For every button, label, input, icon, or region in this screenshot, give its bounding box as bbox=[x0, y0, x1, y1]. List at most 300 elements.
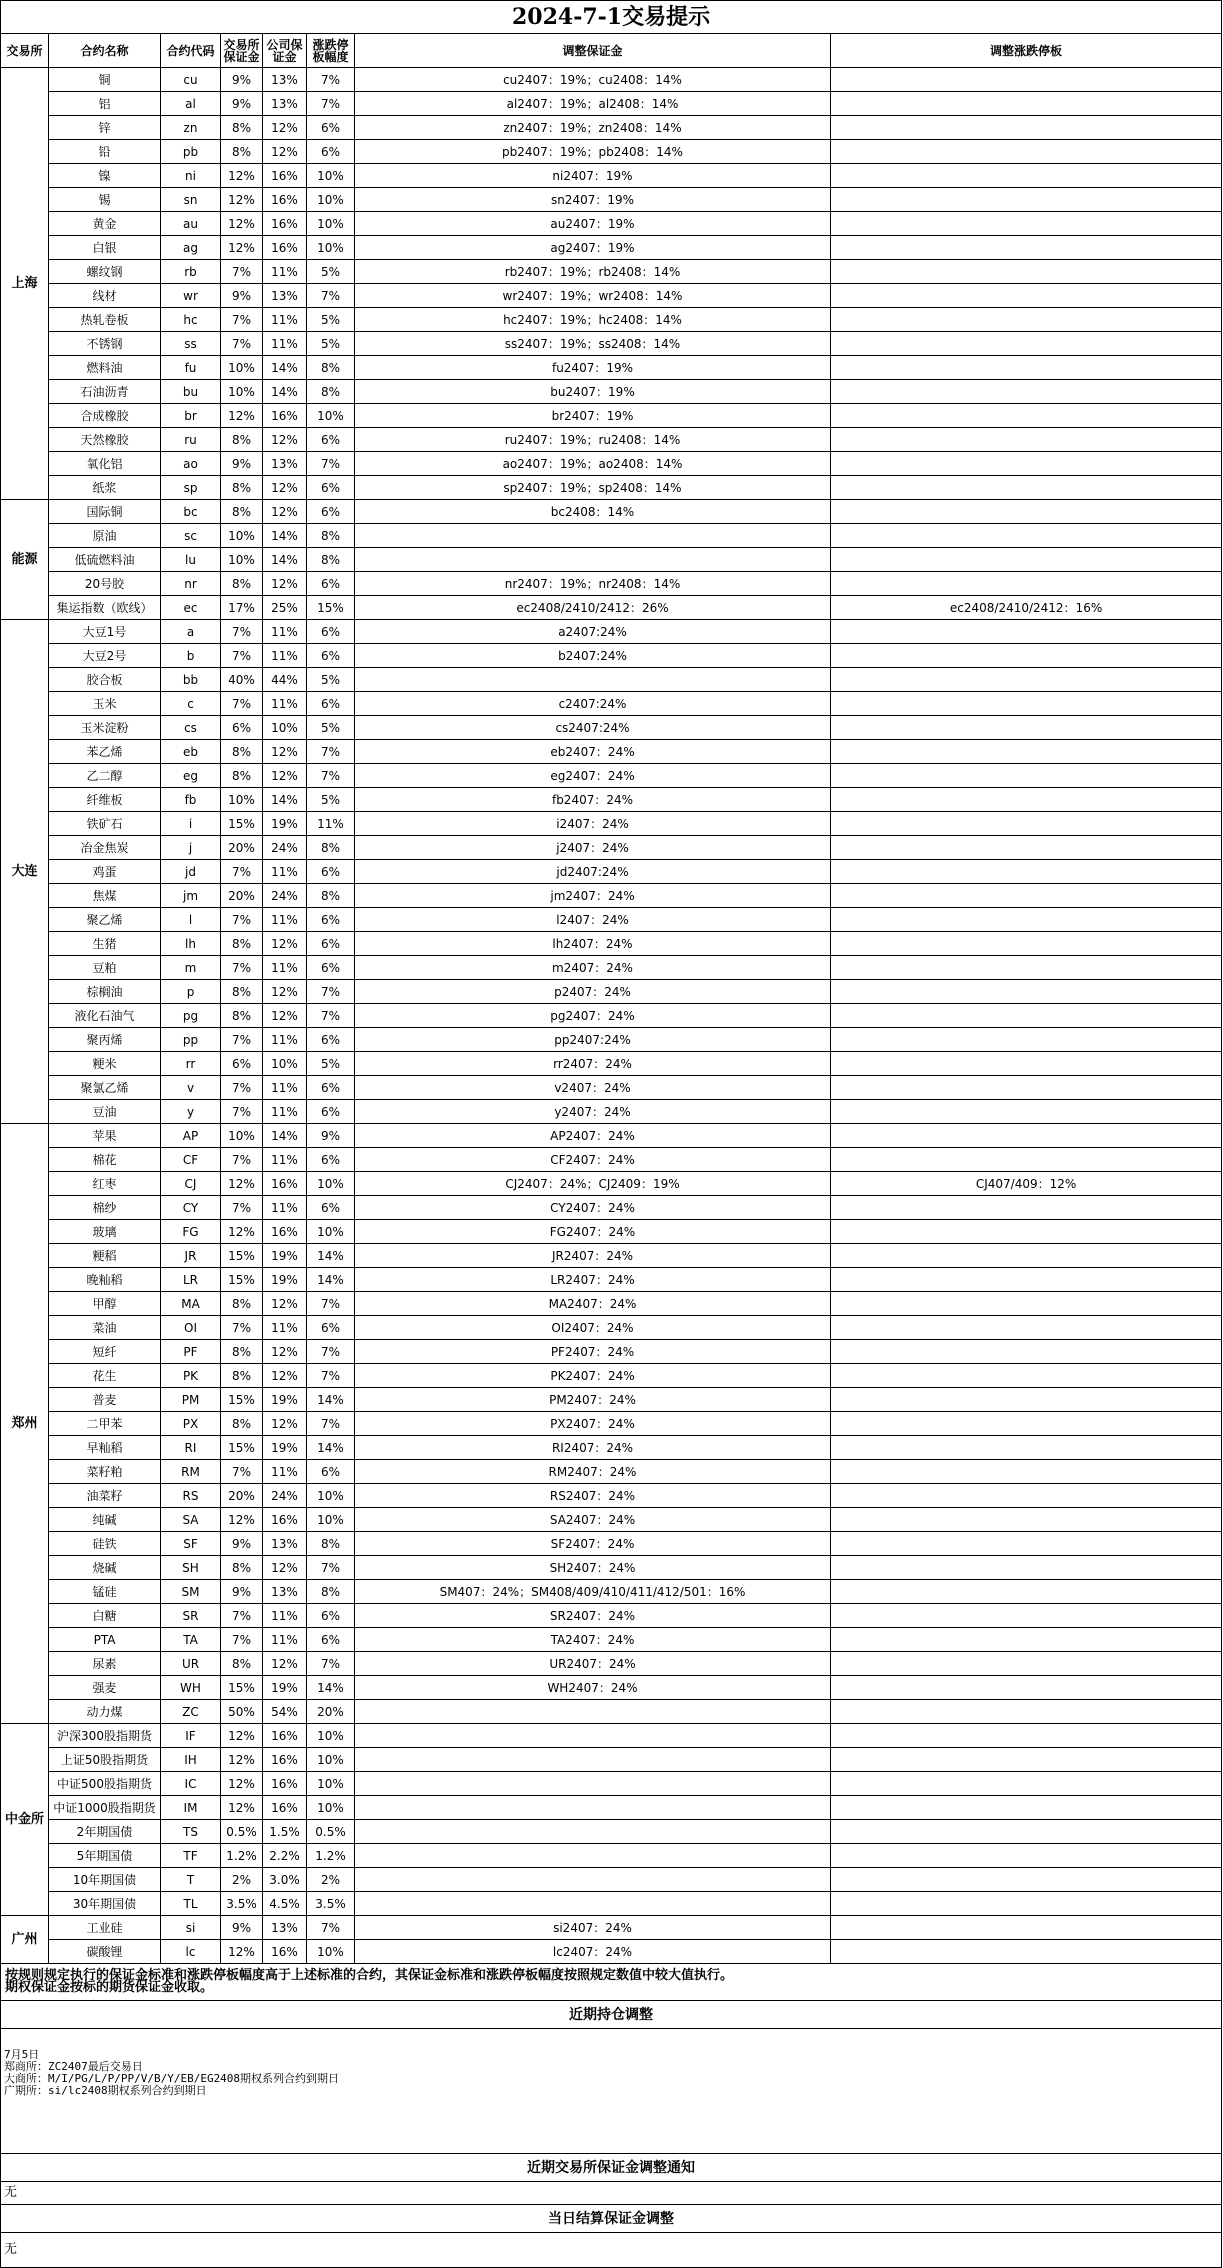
exchange-margin: 12% bbox=[221, 188, 263, 212]
table-row bbox=[1, 1580, 1222, 1604]
table-row bbox=[1, 1100, 1222, 1124]
contract-name: 天然橡胶 bbox=[49, 428, 161, 452]
adjusted-limit bbox=[831, 1604, 1222, 1628]
price-limit: 10% bbox=[307, 1940, 355, 1964]
contract-name: 粳稻 bbox=[49, 1244, 161, 1268]
adjusted-limit bbox=[831, 1148, 1222, 1172]
price-limit: 6% bbox=[307, 932, 355, 956]
position-adjust-line: 郑商所：ZC2407最后交易日 bbox=[4, 2060, 143, 2073]
contract-name: 玻璃 bbox=[49, 1220, 161, 1244]
exchange-margin: 0.5% bbox=[221, 1820, 263, 1844]
exchange-margin: 9% bbox=[221, 68, 263, 92]
contract-name: 胶合板 bbox=[49, 668, 161, 692]
company-margin: 11% bbox=[263, 860, 307, 884]
contract-code: JR bbox=[161, 1244, 221, 1268]
position-adjust-line: 大商所：M/I/PG/L/P/PP/V/B/Y/EB/EG2408期权系列合约到期日 bbox=[4, 2072, 340, 2085]
table-row bbox=[1, 1436, 1222, 1460]
contract-name: 棉花 bbox=[49, 1148, 161, 1172]
contract-name: 二甲苯 bbox=[49, 1412, 161, 1436]
adjusted-margin: OI2407：24% bbox=[355, 1316, 831, 1340]
adjusted-limit bbox=[831, 1556, 1222, 1580]
adjusted-margin: b2407:24% bbox=[355, 644, 831, 668]
adjusted-margin: RI2407：24% bbox=[355, 1436, 831, 1460]
adjusted-limit bbox=[831, 284, 1222, 308]
adjusted-limit bbox=[831, 1028, 1222, 1052]
price-limit: 8% bbox=[307, 548, 355, 572]
company-margin: 12% bbox=[263, 932, 307, 956]
contract-name: 动力煤 bbox=[49, 1700, 161, 1724]
company-margin: 11% bbox=[263, 332, 307, 356]
adjusted-margin: p2407：24% bbox=[355, 980, 831, 1004]
exchange-margin: 7% bbox=[221, 1316, 263, 1340]
table-row bbox=[1, 692, 1222, 716]
contract-code: sp bbox=[161, 476, 221, 500]
exchange-margin: 8% bbox=[221, 428, 263, 452]
contract-code: zn bbox=[161, 116, 221, 140]
adjusted-margin: PX2407：24% bbox=[355, 1412, 831, 1436]
exchange-margin: 12% bbox=[221, 1940, 263, 1964]
exchange-margin: 7% bbox=[221, 308, 263, 332]
contract-name: 豆粕 bbox=[49, 956, 161, 980]
adjusted-margin: a2407:24% bbox=[355, 620, 831, 644]
contract-code: ZC bbox=[161, 1700, 221, 1724]
contract-name: 2年期国债 bbox=[49, 1820, 161, 1844]
contract-code: RI bbox=[161, 1436, 221, 1460]
contract-code: cs bbox=[161, 716, 221, 740]
contract-name: 白糖 bbox=[49, 1604, 161, 1628]
table-row bbox=[1, 1004, 1222, 1028]
contract-name: 红枣 bbox=[49, 1172, 161, 1196]
adjusted-margin bbox=[355, 548, 831, 572]
price-limit: 10% bbox=[307, 1484, 355, 1508]
price-limit: 6% bbox=[307, 644, 355, 668]
contract-name: 焦煤 bbox=[49, 884, 161, 908]
contract-code: PF bbox=[161, 1340, 221, 1364]
company-margin: 11% bbox=[263, 956, 307, 980]
contract-name: 大豆2号 bbox=[49, 644, 161, 668]
company-margin: 16% bbox=[263, 1748, 307, 1772]
adjusted-limit: CJ407/409：12% bbox=[831, 1172, 1222, 1196]
price-limit: 8% bbox=[307, 884, 355, 908]
contract-name: 纤维板 bbox=[49, 788, 161, 812]
table-row bbox=[1, 380, 1222, 404]
contract-code: CJ bbox=[161, 1172, 221, 1196]
adjusted-margin: CY2407：24% bbox=[355, 1196, 831, 1220]
price-limit: 3.5% bbox=[307, 1892, 355, 1916]
exchange-margin: 7% bbox=[221, 644, 263, 668]
exchange-notice-content: 无 bbox=[1, 2182, 1222, 2205]
adjusted-limit: ec2408/2410/2412：16% bbox=[831, 596, 1222, 620]
contract-name: 苯乙烯 bbox=[49, 740, 161, 764]
adjusted-limit bbox=[831, 1580, 1222, 1604]
contract-code: eb bbox=[161, 740, 221, 764]
company-margin: 13% bbox=[263, 452, 307, 476]
contract-name: 鸡蛋 bbox=[49, 860, 161, 884]
contract-name: 油菜籽 bbox=[49, 1484, 161, 1508]
adjusted-limit bbox=[831, 764, 1222, 788]
company-margin: 16% bbox=[263, 1220, 307, 1244]
price-limit: 10% bbox=[307, 236, 355, 260]
company-margin: 16% bbox=[263, 1724, 307, 1748]
contract-code: l bbox=[161, 908, 221, 932]
price-limit: 7% bbox=[307, 1004, 355, 1028]
contract-name: 白银 bbox=[49, 236, 161, 260]
price-limit: 8% bbox=[307, 380, 355, 404]
company-margin: 11% bbox=[263, 692, 307, 716]
exchange-margin: 10% bbox=[221, 524, 263, 548]
table-header-row bbox=[1, 34, 1222, 68]
price-limit: 7% bbox=[307, 1652, 355, 1676]
exchange-margin: 7% bbox=[221, 860, 263, 884]
exchange-margin: 12% bbox=[221, 1508, 263, 1532]
contract-code: jm bbox=[161, 884, 221, 908]
settlement-adjust-content: 无 bbox=[1, 2233, 1222, 2268]
adjusted-limit bbox=[831, 1004, 1222, 1028]
adjusted-margin bbox=[355, 668, 831, 692]
table-row bbox=[1, 1820, 1222, 1844]
table-row bbox=[1, 404, 1222, 428]
contract-name: 生猪 bbox=[49, 932, 161, 956]
contract-code: TF bbox=[161, 1844, 221, 1868]
adjusted-margin: l2407：24% bbox=[355, 908, 831, 932]
company-margin: 19% bbox=[263, 1436, 307, 1460]
price-limit: 7% bbox=[307, 1364, 355, 1388]
company-margin: 11% bbox=[263, 1076, 307, 1100]
table-row bbox=[1, 980, 1222, 1004]
adjusted-margin: j2407：24% bbox=[355, 836, 831, 860]
contract-code: al bbox=[161, 92, 221, 116]
table-row bbox=[1, 812, 1222, 836]
contract-name: 硅铁 bbox=[49, 1532, 161, 1556]
contract-name: 铁矿石 bbox=[49, 812, 161, 836]
contract-code: fu bbox=[161, 356, 221, 380]
contract-code: MA bbox=[161, 1292, 221, 1316]
company-margin: 24% bbox=[263, 1484, 307, 1508]
adjusted-limit bbox=[831, 1220, 1222, 1244]
contract-code: SA bbox=[161, 1508, 221, 1532]
table-row bbox=[1, 836, 1222, 860]
company-margin: 12% bbox=[263, 980, 307, 1004]
adjusted-limit bbox=[831, 260, 1222, 284]
company-margin: 14% bbox=[263, 380, 307, 404]
adjusted-margin: SH2407：24% bbox=[355, 1556, 831, 1580]
contract-name: 花生 bbox=[49, 1364, 161, 1388]
company-margin: 1.5% bbox=[263, 1820, 307, 1844]
header-adjusted-limit: 调整涨跌停板 bbox=[831, 34, 1222, 68]
adjusted-margin: UR2407：24% bbox=[355, 1652, 831, 1676]
header-exchange: 交易所 bbox=[1, 34, 49, 68]
adjusted-limit bbox=[831, 1724, 1222, 1748]
price-limit: 5% bbox=[307, 788, 355, 812]
price-limit: 8% bbox=[307, 524, 355, 548]
exchange-margin: 7% bbox=[221, 692, 263, 716]
contract-code: UR bbox=[161, 1652, 221, 1676]
contract-name: 合成橡胶 bbox=[49, 404, 161, 428]
adjusted-margin: rb2407：19%；rb2408：14% bbox=[355, 260, 831, 284]
adjusted-limit bbox=[831, 92, 1222, 116]
adjusted-limit bbox=[831, 452, 1222, 476]
contract-name: 石油沥青 bbox=[49, 380, 161, 404]
company-margin: 11% bbox=[263, 260, 307, 284]
exchange-margin: 9% bbox=[221, 1916, 263, 1940]
table-row bbox=[1, 356, 1222, 380]
exchange-margin: 9% bbox=[221, 452, 263, 476]
table-row bbox=[1, 500, 1222, 524]
company-margin: 13% bbox=[263, 1580, 307, 1604]
price-limit: 6% bbox=[307, 572, 355, 596]
price-limit: 0.5% bbox=[307, 1820, 355, 1844]
exchange-margin: 10% bbox=[221, 548, 263, 572]
company-margin: 11% bbox=[263, 1148, 307, 1172]
table-row bbox=[1, 764, 1222, 788]
table-row bbox=[1, 1532, 1222, 1556]
adjusted-margin: PK2407：24% bbox=[355, 1364, 831, 1388]
adjusted-margin: pp2407:24% bbox=[355, 1028, 831, 1052]
exchange-margin: 2% bbox=[221, 1868, 263, 1892]
exchange-margin: 7% bbox=[221, 1076, 263, 1100]
adjusted-limit bbox=[831, 812, 1222, 836]
adjusted-margin: eb2407：24% bbox=[355, 740, 831, 764]
company-margin: 3.0% bbox=[263, 1868, 307, 1892]
adjusted-limit bbox=[831, 140, 1222, 164]
adjusted-margin: nr2407：19%；nr2408：14% bbox=[355, 572, 831, 596]
company-margin: 13% bbox=[263, 1916, 307, 1940]
contract-code: pb bbox=[161, 140, 221, 164]
exchange-margin: 20% bbox=[221, 1484, 263, 1508]
contract-code: IF bbox=[161, 1724, 221, 1748]
table-row bbox=[1, 1412, 1222, 1436]
price-limit: 20% bbox=[307, 1700, 355, 1724]
exchange-margin: 8% bbox=[221, 932, 263, 956]
price-limit: 6% bbox=[307, 908, 355, 932]
contract-name: 锌 bbox=[49, 116, 161, 140]
contract-code: hc bbox=[161, 308, 221, 332]
table-row bbox=[1, 1556, 1222, 1580]
table-row bbox=[1, 68, 1222, 92]
exchange-margin: 7% bbox=[221, 332, 263, 356]
exchange-margin: 7% bbox=[221, 1460, 263, 1484]
adjusted-margin bbox=[355, 1796, 831, 1820]
contract-code: IH bbox=[161, 1748, 221, 1772]
table-row bbox=[1, 1052, 1222, 1076]
price-limit: 10% bbox=[307, 1796, 355, 1820]
contract-name: 乙二醇 bbox=[49, 764, 161, 788]
adjusted-margin: PM2407：24% bbox=[355, 1388, 831, 1412]
adjusted-margin: TA2407：24% bbox=[355, 1628, 831, 1652]
price-limit: 6% bbox=[307, 1028, 355, 1052]
table-row bbox=[1, 1916, 1222, 1940]
adjusted-margin: CJ2407：24%；CJ2409：19% bbox=[355, 1172, 831, 1196]
price-limit: 7% bbox=[307, 980, 355, 1004]
company-margin: 54% bbox=[263, 1700, 307, 1724]
price-limit: 7% bbox=[307, 1556, 355, 1580]
adjusted-limit bbox=[831, 1244, 1222, 1268]
adjusted-limit bbox=[831, 1700, 1222, 1724]
adjusted-limit bbox=[831, 692, 1222, 716]
company-margin: 11% bbox=[263, 1196, 307, 1220]
price-limit: 5% bbox=[307, 260, 355, 284]
exchange-margin: 8% bbox=[221, 1556, 263, 1580]
adjusted-limit bbox=[831, 404, 1222, 428]
price-limit: 6% bbox=[307, 692, 355, 716]
adjusted-margin: al2407：19%；al2408：14% bbox=[355, 92, 831, 116]
adjusted-margin bbox=[355, 524, 831, 548]
contract-name: 聚乙烯 bbox=[49, 908, 161, 932]
contract-name: 玉米 bbox=[49, 692, 161, 716]
price-limit: 6% bbox=[307, 1148, 355, 1172]
adjusted-limit bbox=[831, 1868, 1222, 1892]
company-margin: 19% bbox=[263, 1676, 307, 1700]
exchange-margin: 7% bbox=[221, 1100, 263, 1124]
price-limit: 10% bbox=[307, 164, 355, 188]
adjusted-margin: bu2407：19% bbox=[355, 380, 831, 404]
contract-code: p bbox=[161, 980, 221, 1004]
adjusted-limit bbox=[831, 668, 1222, 692]
contract-code: lu bbox=[161, 548, 221, 572]
adjusted-margin: i2407：24% bbox=[355, 812, 831, 836]
table-row bbox=[1, 1604, 1222, 1628]
exchange-margin: 8% bbox=[221, 116, 263, 140]
table-row bbox=[1, 1460, 1222, 1484]
adjusted-margin: wr2407：19%；wr2408：14% bbox=[355, 284, 831, 308]
adjusted-margin: SM407：24%；SM408/409/410/411/412/501：16% bbox=[355, 1580, 831, 1604]
contract-code: PM bbox=[161, 1388, 221, 1412]
adjusted-margin: au2407：19% bbox=[355, 212, 831, 236]
adjusted-margin: AP2407：24% bbox=[355, 1124, 831, 1148]
adjusted-limit bbox=[831, 1076, 1222, 1100]
contract-code: b bbox=[161, 644, 221, 668]
price-limit: 10% bbox=[307, 1508, 355, 1532]
price-limit: 5% bbox=[307, 1052, 355, 1076]
company-margin: 14% bbox=[263, 524, 307, 548]
contract-name: 苹果 bbox=[49, 1124, 161, 1148]
adjusted-margin: SF2407：24% bbox=[355, 1532, 831, 1556]
price-limit: 6% bbox=[307, 956, 355, 980]
exchange-margin: 12% bbox=[221, 236, 263, 260]
adjusted-limit bbox=[831, 1364, 1222, 1388]
price-limit: 10% bbox=[307, 212, 355, 236]
table-row bbox=[1, 1076, 1222, 1100]
contract-name: 热轧卷板 bbox=[49, 308, 161, 332]
exchange-margin: 8% bbox=[221, 1652, 263, 1676]
page-title: 2024-7-1交易提示 bbox=[1, 1, 1222, 34]
company-margin: 12% bbox=[263, 1004, 307, 1028]
contract-name: 纯碱 bbox=[49, 1508, 161, 1532]
contract-code: br bbox=[161, 404, 221, 428]
company-margin: 25% bbox=[263, 596, 307, 620]
position-adjust-line: 7月5日 bbox=[4, 2048, 40, 2061]
adjusted-limit bbox=[831, 356, 1222, 380]
company-margin: 12% bbox=[263, 1292, 307, 1316]
contract-name: 甲醇 bbox=[49, 1292, 161, 1316]
company-margin: 11% bbox=[263, 1100, 307, 1124]
adjusted-margin: pb2407：19%；pb2408：14% bbox=[355, 140, 831, 164]
exchange-margin: 9% bbox=[221, 92, 263, 116]
price-limit: 6% bbox=[307, 1076, 355, 1100]
adjusted-margin bbox=[355, 1820, 831, 1844]
table-row bbox=[1, 284, 1222, 308]
exchange-margin: 7% bbox=[221, 620, 263, 644]
table-row bbox=[1, 332, 1222, 356]
price-limit: 7% bbox=[307, 1412, 355, 1436]
price-limit: 6% bbox=[307, 1628, 355, 1652]
company-margin: 12% bbox=[263, 1340, 307, 1364]
contract-code: PX bbox=[161, 1412, 221, 1436]
exchange-margin: 15% bbox=[221, 1436, 263, 1460]
table-row bbox=[1, 1772, 1222, 1796]
contract-code: ag bbox=[161, 236, 221, 260]
table-row bbox=[1, 716, 1222, 740]
exchange-margin: 6% bbox=[221, 1052, 263, 1076]
contract-code: rr bbox=[161, 1052, 221, 1076]
table-row bbox=[1, 1196, 1222, 1220]
exchange-margin: 15% bbox=[221, 1388, 263, 1412]
exchange-margin: 15% bbox=[221, 1268, 263, 1292]
company-margin: 13% bbox=[263, 68, 307, 92]
company-margin: 19% bbox=[263, 1268, 307, 1292]
price-limit: 6% bbox=[307, 476, 355, 500]
position-adjust-body bbox=[1, 2029, 1222, 2154]
contract-code: IC bbox=[161, 1772, 221, 1796]
adjusted-margin: SR2407：24% bbox=[355, 1604, 831, 1628]
company-margin: 12% bbox=[263, 500, 307, 524]
exchange-margin: 7% bbox=[221, 260, 263, 284]
adjusted-limit bbox=[831, 1772, 1222, 1796]
table-row bbox=[1, 116, 1222, 140]
table-row bbox=[1, 92, 1222, 116]
adjusted-limit bbox=[831, 860, 1222, 884]
adjusted-margin: bc2408：14% bbox=[355, 500, 831, 524]
table-row bbox=[1, 1652, 1222, 1676]
table-row bbox=[1, 1268, 1222, 1292]
exchange-margin: 17% bbox=[221, 596, 263, 620]
price-limit: 6% bbox=[307, 1604, 355, 1628]
price-limit: 15% bbox=[307, 596, 355, 620]
price-limit: 10% bbox=[307, 1748, 355, 1772]
contract-name: 线材 bbox=[49, 284, 161, 308]
adjusted-limit bbox=[831, 836, 1222, 860]
table-row bbox=[1, 164, 1222, 188]
exchange-margin: 15% bbox=[221, 1676, 263, 1700]
header-contract-code: 合约代码 bbox=[161, 34, 221, 68]
adjusted-margin: lc2407：24% bbox=[355, 1940, 831, 1964]
company-margin: 11% bbox=[263, 908, 307, 932]
company-margin: 19% bbox=[263, 1244, 307, 1268]
price-limit: 7% bbox=[307, 1340, 355, 1364]
exchange-margin: 8% bbox=[221, 764, 263, 788]
adjusted-limit bbox=[831, 1892, 1222, 1916]
price-limit: 10% bbox=[307, 404, 355, 428]
adjusted-margin: ao2407：19%；ao2408：14% bbox=[355, 452, 831, 476]
adjusted-limit bbox=[831, 740, 1222, 764]
adjusted-limit bbox=[831, 1532, 1222, 1556]
table-row bbox=[1, 1892, 1222, 1916]
adjusted-limit bbox=[831, 572, 1222, 596]
contract-code: IM bbox=[161, 1796, 221, 1820]
company-margin: 11% bbox=[263, 1028, 307, 1052]
exchange-cell: 郑州 bbox=[1, 1124, 49, 1724]
company-margin: 10% bbox=[263, 716, 307, 740]
exchange-margin: 12% bbox=[221, 1724, 263, 1748]
contract-name: 冶金焦炭 bbox=[49, 836, 161, 860]
company-margin: 16% bbox=[263, 1772, 307, 1796]
exchange-margin: 12% bbox=[221, 1796, 263, 1820]
adjusted-limit bbox=[831, 1388, 1222, 1412]
table-row bbox=[1, 1724, 1222, 1748]
adjusted-limit bbox=[831, 236, 1222, 260]
contract-name: 棕榈油 bbox=[49, 980, 161, 1004]
adjusted-margin: lh2407：24% bbox=[355, 932, 831, 956]
